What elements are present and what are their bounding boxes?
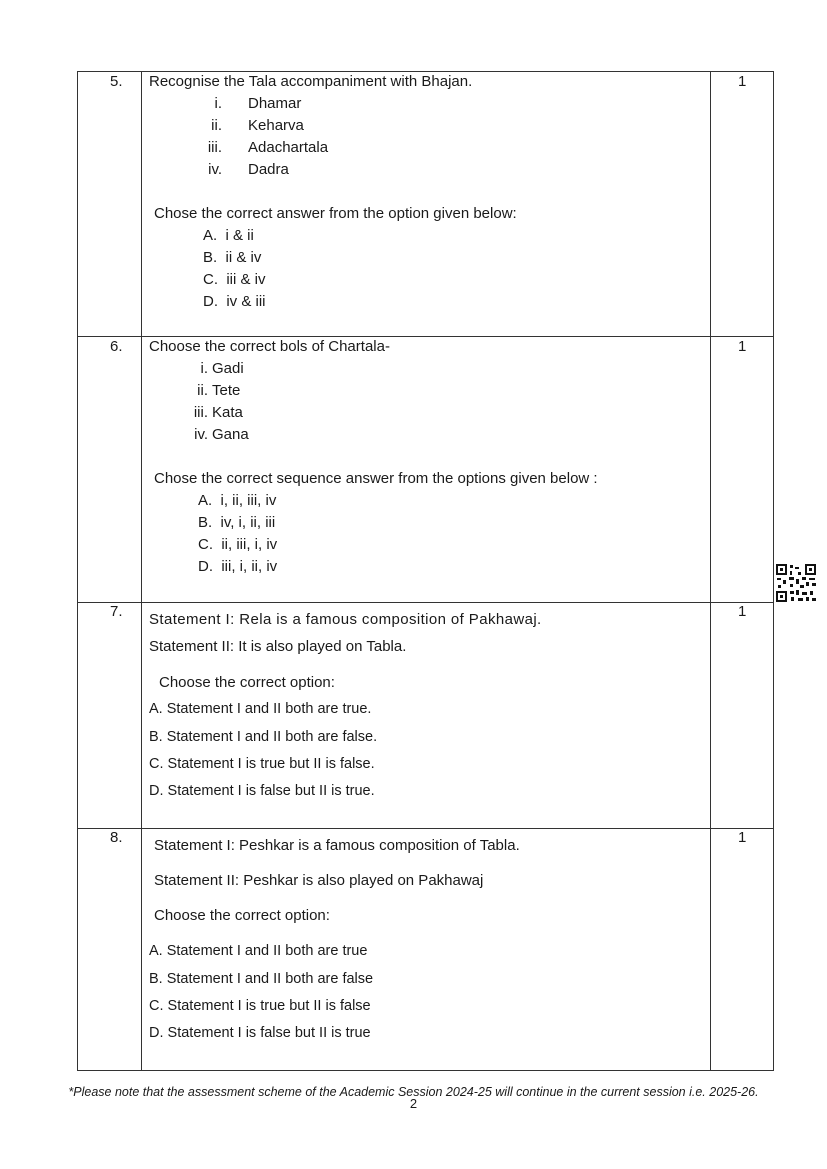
row-divider	[77, 336, 774, 337]
list-item-numeral: i.	[200, 360, 208, 377]
question-number: 5.	[110, 73, 123, 90]
question-number: 8.	[110, 829, 123, 846]
question-stem: Choose the correct bols of Chartala-	[149, 338, 390, 355]
answer-option: D. iii, i, ii, iv	[198, 558, 278, 575]
list-item-text: Keharva	[248, 117, 304, 134]
question-marks: 1	[738, 829, 747, 846]
page-number: 2	[409, 1096, 418, 1111]
list-item-text: Adachartala	[248, 139, 329, 156]
question-number: 6.	[110, 338, 123, 355]
column-divider	[710, 71, 711, 1071]
instruction-text: Choose the correct option:	[154, 907, 330, 924]
answer-option: D. Statement I is false but II is true	[149, 1025, 371, 1041]
answer-option: B. Statement I and II both are false.	[149, 729, 378, 745]
list-item-text: Tete	[212, 382, 241, 399]
list-item-numeral: iv.	[208, 161, 222, 178]
list-item-text: Kata	[212, 404, 243, 421]
answer-option: C. Statement I is true but II is false	[149, 998, 371, 1014]
list-item-numeral: iv.	[194, 426, 208, 443]
list-item-numeral: iii.	[207, 139, 222, 156]
statement-text: Statement II: It is also played on Tabla.	[149, 638, 407, 655]
instruction-text: Chose the correct answer from the option given below:	[154, 205, 517, 222]
list-item-numeral: i.	[214, 95, 222, 112]
answer-option: B. ii & iv	[203, 249, 262, 266]
answer-option: A. Statement I and II both are true.	[149, 701, 372, 717]
instruction-text: Choose the correct option:	[159, 674, 335, 691]
answer-option: D. iv & iii	[203, 293, 266, 310]
question-marks: 1	[738, 603, 747, 620]
answer-option: B. iv, i, ii, iii	[198, 514, 276, 531]
list-item-text: Gana	[212, 426, 249, 443]
answer-option: A. i, ii, iii, iv	[198, 492, 277, 509]
table-border-right	[773, 71, 774, 1071]
column-divider	[141, 71, 142, 1071]
row-divider	[77, 71, 774, 72]
answer-option: C. iii & iv	[203, 271, 266, 288]
list-item-numeral: ii.	[211, 117, 222, 134]
instruction-text: Chose the correct sequence answer from the options given below :	[154, 470, 598, 487]
answer-option: C. ii, iii, i, iv	[198, 536, 278, 553]
list-item-text: Gadi	[212, 360, 244, 377]
row-divider	[77, 1070, 774, 1071]
list-item-numeral: ii.	[197, 382, 208, 399]
question-marks: 1	[738, 338, 747, 355]
answer-option: C. Statement I is true but II is false.	[149, 756, 375, 772]
row-divider	[77, 602, 774, 603]
list-item-text: Dhamar	[248, 95, 302, 112]
row-divider	[77, 828, 774, 829]
answer-option: B. Statement I and II both are false	[149, 971, 374, 987]
table-border-left	[77, 71, 78, 1071]
list-item-text: Dadra	[248, 161, 289, 178]
question-stem: Recognise the Tala accompaniment with Bhajan.	[149, 73, 473, 90]
answer-option: A. Statement I and II both are true	[149, 943, 368, 959]
statement-text: Statement I: Rela is a famous composition of Pakhawaj.	[149, 611, 542, 628]
answer-option: A. i & ii	[203, 227, 254, 244]
statement-text: Statement II: Peshkar is also played on Pakhawaj	[154, 872, 484, 889]
statement-text: Statement I: Peshkar is a famous composition of Tabla.	[154, 837, 520, 854]
question-number: 7.	[110, 603, 123, 620]
footer-note: *Please note that the assessment scheme of the Academic Session 2024-25 will continue in the current session i.e. 2025-26.	[68, 1085, 759, 1099]
qr-code-icon	[776, 564, 816, 602]
answer-option: D. Statement I is false but II is true.	[149, 783, 375, 799]
question-marks: 1	[738, 73, 747, 90]
list-item-numeral: iii.	[193, 404, 208, 421]
